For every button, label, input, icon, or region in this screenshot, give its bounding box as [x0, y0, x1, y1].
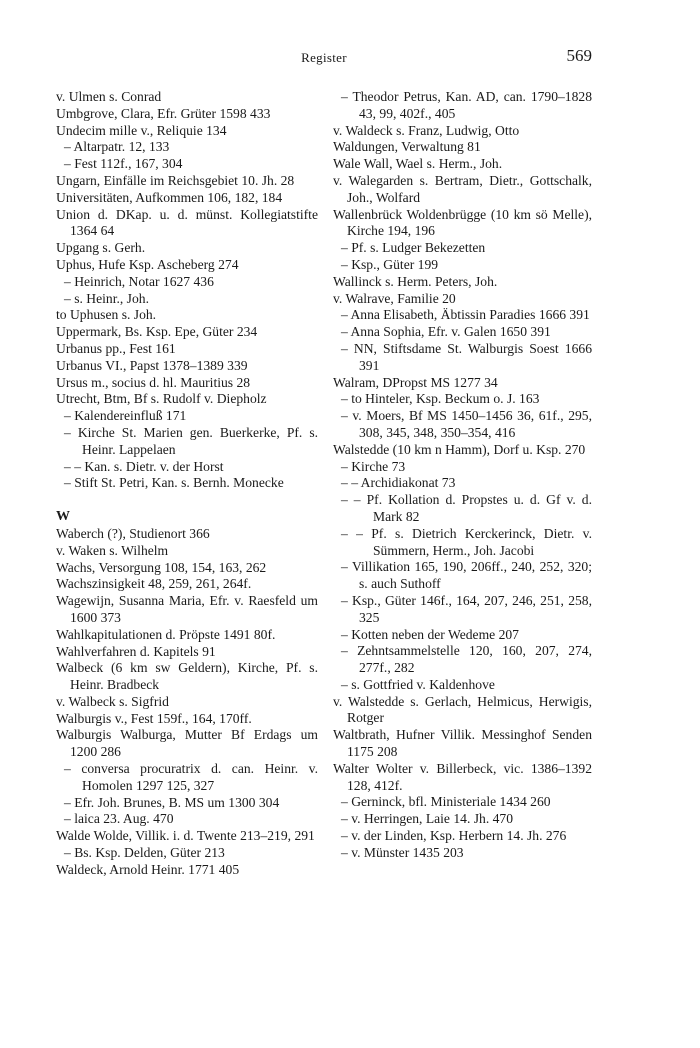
index-entry: Waberch (?), Studienort 366: [56, 525, 210, 541]
index-subentry: – conversa procuratrix d. can. Heinr. v. Homolen 1297 125, 327: [56, 761, 318, 795]
index-entry: v. Waken s. Wilhelm: [56, 542, 169, 558]
index-entry: Waltbrath, Hufner Villik. Messinghof Senden 1175 208: [333, 727, 592, 760]
index-entry: Walbeck (6 km sw Geldern), Kirche, Pf. s. Heinr. Bradbeck: [56, 660, 318, 693]
index-subentry: – laica 23. Aug. 470: [56, 811, 318, 828]
index-entry: Wagewijn, Susanna Maria, Efr. v. Raesfeld um 1600 373: [56, 593, 318, 625]
index-entry: Utrecht, Btm, Bf s. Rudolf v. Diepholz: [56, 391, 267, 407]
index-entry: Walter Wolter v. Billerbeck, vic. 1386–1392 128, 412f.: [333, 760, 592, 793]
index-column-left: [56, 89, 318, 879]
index-subentry: – Stift St. Petri, Kan. s. Bernh. Monecke: [56, 475, 318, 492]
index-subentry: – v. der Linden, Ksp. Herbern 14. Jh. 276: [333, 828, 592, 845]
index-subsubentry: – – Archidiakonat 73: [333, 475, 592, 492]
index-subentry: – s. Heinr., Joh.: [56, 291, 318, 308]
index-subentry: – Fest 112f., 167, 304: [56, 156, 318, 173]
index-entry: Ungarn, Einfälle im Reichsgebiet 10. Jh. 28: [56, 172, 295, 188]
index-entry: Undecim mille v., Reliquie 134: [56, 122, 227, 138]
index-entry: Uppermark, Bs. Ksp. Epe, Güter 234: [56, 324, 258, 340]
section-letter: W: [56, 509, 70, 525]
index-entry: Wahlverfahren d. Kapitels 91: [56, 643, 216, 659]
index-entry: Urbanus pp., Fest 161: [56, 340, 176, 356]
index-entry: Umbgrove, Clara, Efr. Grüter 1598 433: [56, 105, 271, 121]
index-subentry: – Anna Elisabeth, Äbtissin Paradies 1666 391: [333, 307, 592, 324]
index-entry: v. Walbeck s. Sigfrid: [56, 693, 169, 709]
index-subentry: – Kotten neben der Wedeme 207: [333, 627, 592, 644]
index-entry: Wallenbrück Woldenbrügge (10 km sö Melle), Kirche 194, 196: [333, 206, 592, 239]
index-subentry: – NN, Stiftsdame St. Walburgis Soest 1666 391: [333, 341, 592, 375]
running-title: Register: [301, 50, 347, 65]
index-entry: Ursus m., socius d. hl. Mauritius 28: [56, 374, 251, 390]
index-entry: Walburgis Walburga, Mutter Bf Erdags um 1200 286: [56, 727, 318, 760]
index-entry: Upgang s. Gerh.: [56, 240, 146, 256]
index-subentry: – Villikation 165, 190, 206ff., 240, 252, 320; s. auch Suthoff: [333, 559, 592, 593]
index-entry: Waldungen, Verwaltung 81: [333, 139, 481, 155]
index-subsubentry: – – Pf. s. Dietrich Kerckerinck, Dietr. v. Sümmern, Herm., Joh. Jacobi: [333, 526, 592, 560]
index-subentry: – Heinrich, Notar 1627 436: [56, 274, 318, 291]
index-subentry: – Zehntsammelstelle 120, 160, 207, 274, 277f., 282: [333, 643, 592, 677]
index-subentry: – Ksp., Güter 199: [333, 257, 592, 274]
index-subsubentry: – – Kan. s. Dietr. v. der Horst: [56, 459, 318, 476]
index-subentry: – Kirche St. Marien gen. Buerkerke, Pf. s. Heinr. Lappelaen: [56, 425, 318, 459]
index-entry: Urbanus VI., Papst 1378–1389 339: [56, 357, 248, 373]
index-subentry: – Efr. Joh. Brunes, B. MS um 1300 304: [56, 795, 318, 812]
index-entry: Waldeck, Arnold Heinr. 1771 405: [56, 861, 240, 877]
index-entry: Wale Wall, Wael s. Herm., Joh.: [333, 156, 503, 172]
index-entry: Walstedde (10 km n Hamm), Dorf u. Ksp. 270: [333, 441, 586, 457]
index-entry: v. Ulmen s. Conrad: [56, 89, 162, 104]
index-entry: Walburgis v., Fest 159f., 164, 170ff.: [56, 710, 252, 726]
index-subentry: – Kirche 73: [333, 459, 592, 476]
index-subentry: – to Hinteler, Ksp. Beckum o. J. 163: [333, 391, 592, 408]
index-subentry: – Pf. s. Ludger Bekezetten: [333, 240, 592, 257]
index-entry: Universitäten, Aufkommen 106, 182, 184: [56, 189, 283, 205]
index-subsubentry: – – Pf. Kollation d. Propstes u. d. Gf v. d. Mark 82: [333, 492, 592, 526]
index-subentry: – Kalendereinfluß 171: [56, 408, 318, 425]
index-entry: Wahlkapitulationen d. Pröpste 1491 80f.: [56, 626, 276, 642]
index-entry: v. Walegarden s. Bertram, Dietr., Gottschalk, Joh., Wolfard: [333, 172, 592, 205]
index-subentry: – Anna Sophia, Efr. v. Galen 1650 391: [333, 324, 592, 341]
index-entry: v. Walrave, Familie 20: [333, 290, 456, 306]
page-header: [56, 46, 592, 70]
index-column-right: [333, 89, 592, 862]
index-subentry: – Altarpatr. 12, 133: [56, 139, 318, 156]
index-subentry: – Theodor Petrus, Kan. AD, can. 1790–1828 43, 99, 402f., 405: [333, 89, 592, 123]
index-subentry: – v. Herringen, Laie 14. Jh. 470: [333, 811, 592, 828]
index-entry: v. Waldeck s. Franz, Ludwig, Otto: [333, 122, 520, 138]
index-entry: Walde Wolde, Villik. i. d. Twente 213–219, 291: [56, 828, 315, 844]
index-entry: Walram, DPropst MS 1277 34: [333, 374, 498, 390]
index-subentry: – v. Moers, Bf MS 1450–1456 36, 61f., 295, 308, 345, 348, 350–354, 416: [333, 408, 592, 442]
index-subentry: – Ksp., Güter 146f., 164, 207, 246, 251, 258, 325: [333, 593, 592, 627]
index-entry: to Uphusen s. Joh.: [56, 307, 157, 323]
page-number: 569: [566, 46, 592, 65]
index-subentry: – s. Gottfried v. Kaldenhove: [333, 677, 592, 694]
index-entry: Wallinck s. Herm. Peters, Joh.: [333, 273, 498, 289]
index-subentry: – Bs. Ksp. Delden, Güter 213: [56, 845, 318, 862]
index-entry: Wachszinsigkeit 48, 259, 261, 264f.: [56, 576, 252, 592]
index-entry: Wachs, Versorgung 108, 154, 163, 262: [56, 559, 267, 575]
index-subentry: – v. Münster 1435 203: [333, 845, 592, 862]
index-subentry: – Gerninck, bfl. Ministeriale 1434 260: [333, 794, 592, 811]
index-entry: Uphus, Hufe Ksp. Ascheberg 274: [56, 256, 239, 272]
index-entry: v. Walstedde s. Gerlach, Helmicus, Herwigis, Rotger: [333, 693, 592, 726]
index-entry: Union d. DKap. u. d. münst. Kollegiatstifte 1364 64: [56, 206, 318, 239]
